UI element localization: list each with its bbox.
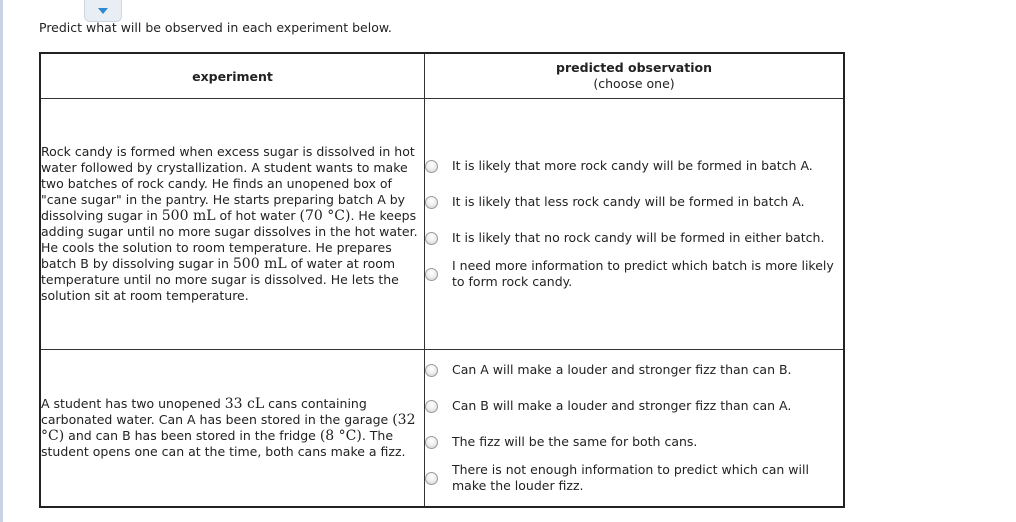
radio-button[interactable]: [425, 196, 438, 209]
quantity-value: 33 cL: [224, 396, 265, 412]
experiment-text: of water at room temperature until no more sugar is dissolved. He lets the solution sit at room temperature.: [41, 256, 399, 303]
quantity-value: 500 mL: [161, 208, 216, 224]
option-label: The fizz will be the same for both cans.: [452, 434, 698, 449]
option-label: It is likely that no rock candy will be formed in either batch.: [452, 230, 825, 245]
answer-option[interactable]: [425, 462, 843, 494]
instructions-text: Predict what will be observed in each experiment below.: [39, 20, 392, 35]
answer-option[interactable]: [425, 230, 843, 246]
experiment-text: of hot water: [215, 208, 300, 223]
radio-button[interactable]: [425, 400, 438, 413]
answer-option[interactable]: [425, 194, 843, 210]
prediction-column-header: [425, 53, 845, 99]
collapse-toggle[interactable]: [84, 0, 122, 22]
experiment-text: Rock candy is formed when excess sugar is dissolved in hot water followed by crystallization. A student wants to make two batches of rock candy. He finds an unopened box of "cane sugar" in the pantry. He starts preparing batch A by dissolving sugar in: [41, 144, 415, 223]
radio-button[interactable]: [425, 436, 438, 449]
experiment-text: . The student opens one can at the time, both cans make a fizz.: [41, 428, 406, 459]
option-group: [425, 99, 845, 350]
experiment-text: . He keeps adding sugar until no more sugar dissolves in the hot water. He cools the solution to room temperature. He prepares batch B by dissolving sugar in: [41, 208, 418, 271]
option-label: Can B will make a louder and stronger fizz than can A.: [452, 398, 792, 413]
option-label: There is not enough information to predict which can will make the louder fizz.: [452, 462, 809, 493]
experiment-description: [40, 350, 425, 508]
radio-button[interactable]: [425, 160, 438, 173]
chevron-down-icon: [98, 8, 108, 14]
experiment-text: and can B has been stored in the fridge: [64, 428, 320, 443]
experiment-text: cans containing carbonated water. Can A has been stored in the garage: [41, 396, 393, 427]
experiment-text: A student has two unopened: [41, 396, 225, 411]
table-row: [40, 350, 844, 508]
prediction-table: [39, 52, 845, 508]
answer-option[interactable]: [425, 434, 843, 450]
option-label: I need more information to predict which batch is more likely to form rock candy.: [452, 258, 834, 289]
experiment-column-header: experiment: [40, 53, 425, 99]
table-header-row: [40, 53, 844, 99]
radio-button[interactable]: [425, 364, 438, 377]
prediction-header-title: predicted observation: [556, 60, 712, 75]
option-label: Can A will make a louder and stronger fizz than can B.: [452, 362, 792, 377]
quantity-value: (70 °C): [299, 208, 351, 224]
radio-button[interactable]: [425, 268, 438, 281]
option-label: It is likely that less rock candy will be formed in batch A.: [452, 194, 805, 209]
experiment-description: [40, 99, 425, 350]
prediction-header-subtitle: (choose one): [593, 76, 675, 91]
quantity-value: 500 mL: [232, 256, 287, 272]
option-label: It is likely that more rock candy will be formed in batch A.: [452, 158, 813, 173]
quantity-value: (32 °C): [41, 412, 416, 444]
radio-button[interactable]: [425, 472, 438, 485]
option-group: [425, 350, 845, 508]
left-edge-bar: [0, 0, 3, 522]
radio-button[interactable]: [425, 232, 438, 245]
answer-option[interactable]: [425, 398, 843, 414]
answer-option[interactable]: [425, 258, 843, 290]
table-row: [40, 99, 844, 350]
answer-option[interactable]: [425, 362, 843, 378]
quantity-value: (8 °C): [319, 428, 362, 444]
answer-option[interactable]: [425, 158, 843, 174]
